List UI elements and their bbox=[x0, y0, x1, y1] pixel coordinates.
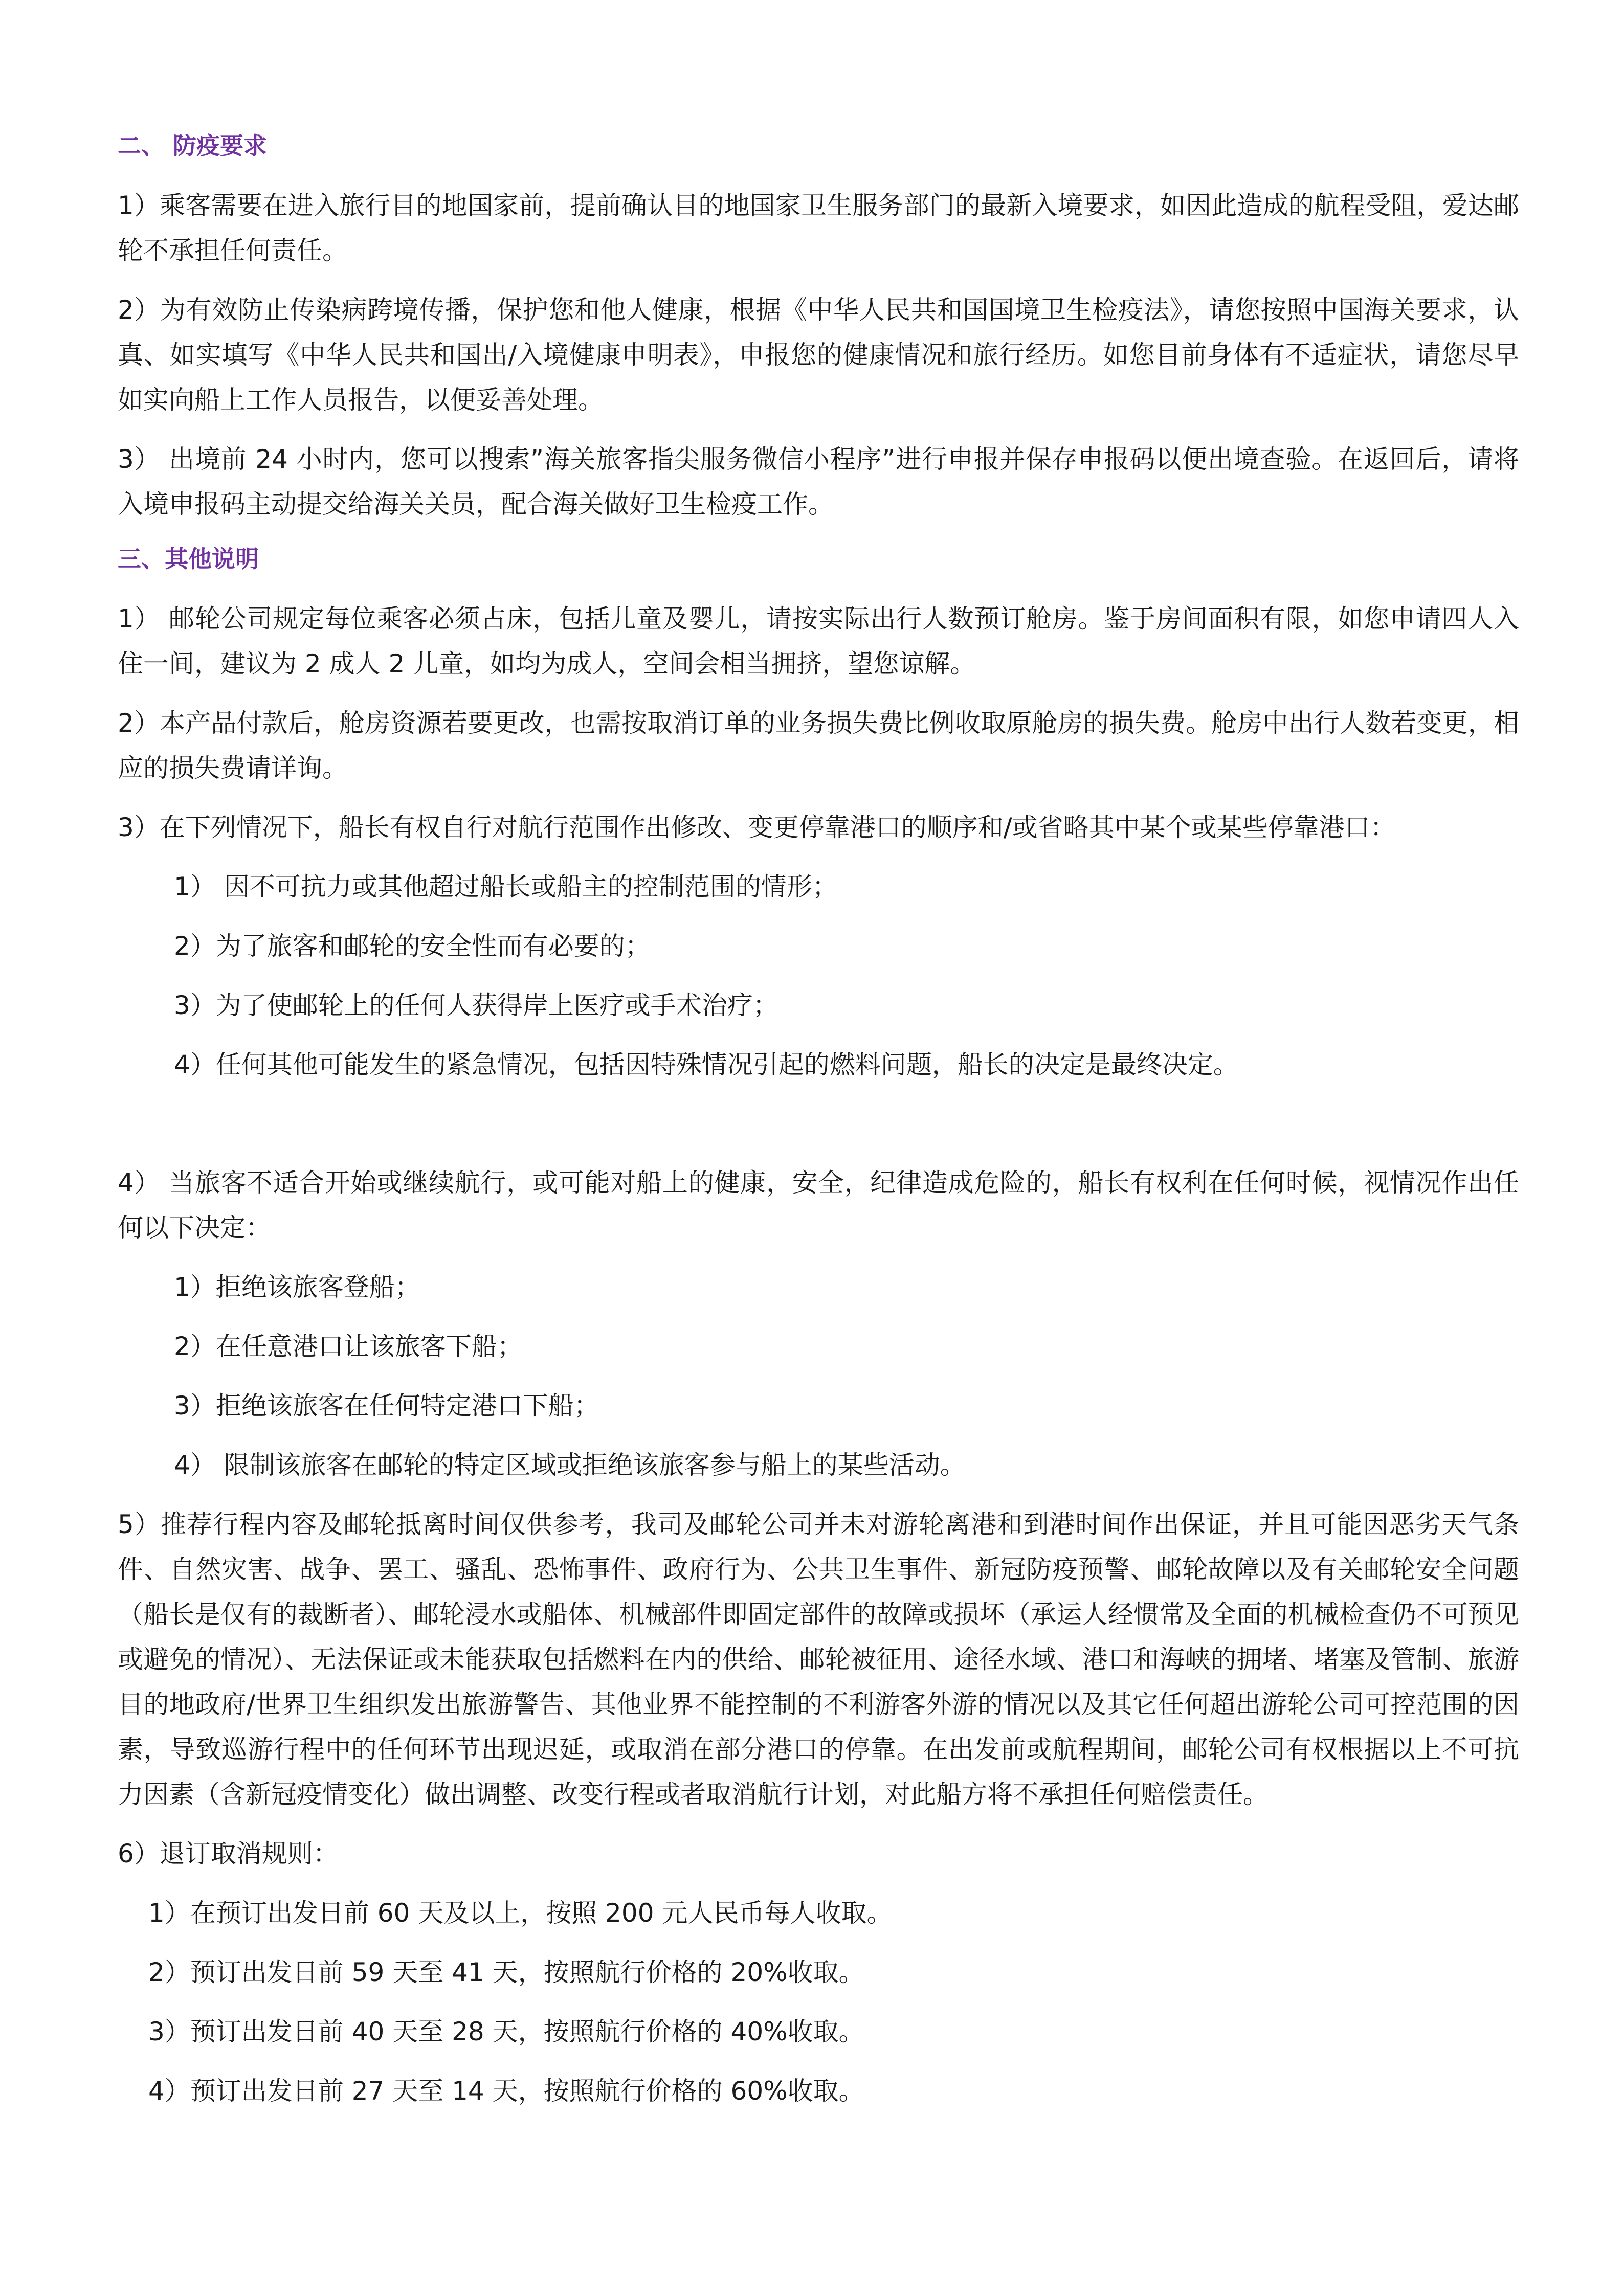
captain-rights-item: 1） 因不可抗力或其他超过船长或船主的控制范围的情形； bbox=[174, 872, 838, 902]
captain-rights-item: 2）为了旅客和邮轮的安全性而有必要的； bbox=[174, 931, 651, 961]
other-paragraph-6: 6）退订取消规则： bbox=[118, 1839, 339, 1869]
cancellation-rule-item: 2）预订出发日前 59 天至 41 天，按照航行价格的 20%收取。 bbox=[148, 1957, 864, 1987]
passenger-decision-item: 4） 限制该旅客在邮轮的特定区域或拒绝该旅客参与船上的某些活动。 bbox=[174, 1450, 966, 1480]
other-paragraph-5: 5）推荐行程内容及邮轮抵离时间仅供参考，我司及邮轮公司并未对游轮离港和到港时间作出保证，并且可能因恶劣天气条件、自然灾害、战争、罢工、骚乱、恐怖事件、政府行为、公共卫生事件、新冠防疫预警、邮轮故障以及有关邮轮安全问题（船长是仅有的裁断者）、邮轮浸水或船体、机械部件即固定部件的故障或损坏（承运人经惯常及全面的机械检查仍不可预见或避免的情况）、无法保证或未能获取包括燃料在内的供给、邮轮被征用、途径水域、港口和海峡的拥堵、堵塞及管制、旅游目的地政府/世界卫生组织发出旅游警告、其他业界不能控制的不利游客外游的情况以及其它任何超出游轮公司可控范围的因素，导致巡游行程中的任何环节出现迟延，或取消在部分港口的停靠。在出发前或航程期间，邮轮公司有权根据以上不可抗力因素（含新冠疫情变化）做出调整、改变行程或者取消航行计划，对此船方将不承担任何赔偿责任。 bbox=[118, 1510, 1519, 1809]
epidemic-paragraph-3: 3） 出境前 24 小时内，您可以搜索”海关旅客指尖服务微信小程序”进行申报并保存申报码以便出境查验。在返回后，请将入境申报码主动提交给海关关员，配合海关做好卫生检疫工作。 bbox=[118, 444, 1519, 519]
cancellation-rule-item: 3）预订出发日前 40 天至 28 天，按照航行价格的 40%收取。 bbox=[148, 2017, 864, 2046]
cancellation-rule-item: 4）预订出发日前 27 天至 14 天，按照航行价格的 60%收取。 bbox=[148, 2076, 864, 2106]
captain-rights-item: 4）任何其他可能发生的紧急情况，包括因特殊情况引起的燃料问题，船长的决定是最终决定。 bbox=[174, 1050, 1239, 1079]
passenger-decision-item: 3）拒绝该旅客在任何特定港口下船； bbox=[174, 1391, 599, 1421]
captain-rights-item: 3）为了使邮轮上的任何人获得岸上医疗或手术治疗； bbox=[174, 991, 778, 1020]
other-paragraph-1: 1） 邮轮公司规定每位乘客必须占床，包括儿童及婴儿，请按实际出行人数预订舱房。鉴于房间面积有限，如您申请四人入住一间，建议为 2 成人 2 儿童，如均为成人，空间会相当拥挤，望您谅解。 bbox=[118, 604, 1519, 679]
other-paragraph-2: 2）本产品付款后，舱房资源若要更改，也需按取消订单的业务损失费比例收取原舱房的损失费。舱房中出行人数若变更，相应的损失费请详询。 bbox=[118, 708, 1519, 783]
section-heading-other: 三、其他说明 bbox=[118, 545, 259, 573]
blank-line bbox=[118, 1101, 1519, 1160]
passenger-decision-item: 1）拒绝该旅客登船； bbox=[174, 1272, 420, 1302]
passenger-decision-item: 2）在任意港口让该旅客下船； bbox=[174, 1332, 523, 1361]
section-heading-epidemic: 二、 防疫要求 bbox=[118, 132, 268, 160]
cancellation-rule-item: 1）在预订出发日前 60 天及以上，按照 200 元人民币每人收取。 bbox=[148, 1898, 893, 1928]
other-paragraph-4: 4） 当旅客不适合开始或继续航行，或可能对船上的健康，安全，纪律造成危险的，船长有权利在任何时候，视情况作出任何以下决定： bbox=[118, 1168, 1519, 1243]
epidemic-paragraph-2: 2）为有效防止传染病跨境传播，保护您和他人健康，根据《中华人民共和国国境卫生检疫法》，请您按照中国海关要求，认真、如实填写《中华人民共和国出/入境健康申明表》，申报您的健康情况和旅行经历。如您目前身体有不适症状，请您尽早如实向船上工作人员报告，以便妥善处理。 bbox=[118, 295, 1519, 415]
epidemic-paragraph-1: 1）乘客需要在进入旅行目的地国家前，提前确认目的地国家卫生服务部门的最新入境要求，如因此造成的航程受阻，爱达邮轮不承担任何责任。 bbox=[118, 191, 1519, 265]
other-paragraph-3: 3）在下列情况下，船长有权自行对航行范围作出修改、变更停靠港口的顺序和/或省略其中某个或某些停靠港口： bbox=[118, 813, 1396, 842]
document-content bbox=[118, 128, 1519, 2128]
